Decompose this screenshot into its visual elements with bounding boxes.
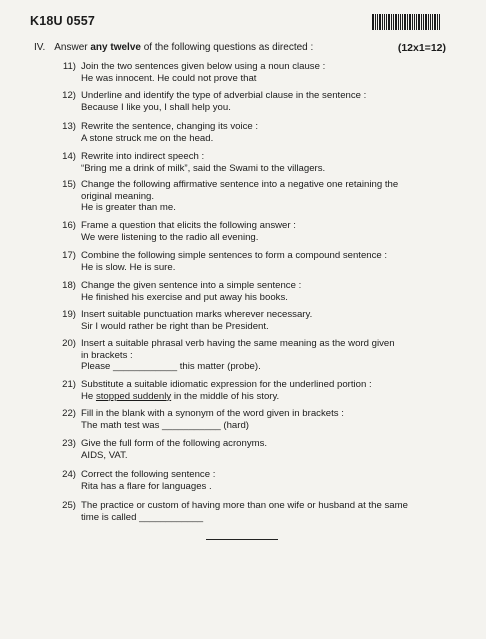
- question-17: [54, 250, 454, 273]
- end-rule: [206, 539, 278, 540]
- question-text: Insert suitable punctuation marks wherever necessary.: [81, 309, 313, 320]
- question-sentence: A stone struck me on the head.: [81, 132, 214, 144]
- barcode-bar: [432, 14, 433, 30]
- question-text: Join the two sentences given below using a noun clause :: [81, 61, 326, 72]
- question-number: 19): [62, 309, 76, 320]
- question-sentence: He is greater than me.: [81, 202, 176, 214]
- question-text: Rewrite the sentence, changing its voice :: [81, 121, 259, 132]
- question-number: 15): [62, 179, 76, 190]
- barcode-bar: [395, 14, 397, 30]
- question-sentence: Sir I would rather be right than be President.: [81, 320, 269, 332]
- barcode-bar: [414, 14, 415, 30]
- question-sentence: Please ____________ this matter (probe).: [81, 361, 261, 373]
- question-23: [54, 438, 454, 461]
- question-number: 23): [62, 438, 76, 449]
- question-text-cont: original meaning.: [81, 190, 155, 202]
- barcode-bar: [423, 14, 424, 30]
- question-sentence: Rita has a flare for languages .: [81, 480, 212, 492]
- question-text-cont: time is called ____________: [81, 511, 204, 523]
- question-20: [54, 338, 454, 373]
- barcode-bar: [434, 14, 436, 30]
- section-marks: (12x1=12): [397, 42, 446, 54]
- question-number: 22): [62, 408, 76, 419]
- question-sentence: AIDS, VAT.: [81, 449, 128, 461]
- barcode-bar: [439, 14, 440, 30]
- instruction-pre: Answer: [54, 42, 91, 53]
- question-text: Frame a question that elicits the following answer :: [81, 220, 296, 231]
- question-16: [54, 220, 454, 243]
- question-text: Change the following affirmative sentence into a negative one retaining the: [81, 179, 399, 190]
- question-19: [54, 309, 454, 332]
- instruction-bold: any twelve: [90, 42, 141, 53]
- barcode-bar: [421, 14, 422, 30]
- barcode-bar: [407, 14, 408, 30]
- barcode-bar: [402, 14, 403, 30]
- question-sentence: We were listening to the radio all evening.: [81, 231, 259, 243]
- question-sentence: Because I like you, I shall help you.: [81, 101, 231, 113]
- question-25: [54, 500, 454, 523]
- question-number: 11): [62, 61, 76, 72]
- question-paper-code: K18U 0557: [30, 14, 96, 28]
- barcode-bar: [372, 14, 374, 30]
- barcode-bar: [425, 14, 427, 30]
- question-text: Combine the following simple sentences to form a compound sentence :: [81, 250, 388, 261]
- sentence-pre: He: [81, 390, 96, 402]
- question-text: Give the full form of the following acronyms.: [81, 438, 268, 449]
- question-number: 24): [62, 469, 76, 480]
- question-text: The practice or custom of having more than one wife or husband at the same: [81, 500, 408, 511]
- sentence-post: in the middle of his story.: [171, 390, 280, 402]
- question-text: Fill in the blank with a synonym of the word given in brackets :: [81, 408, 344, 419]
- question-sentence: He finished his exercise and put away his books.: [81, 291, 288, 303]
- barcode-bar: [375, 14, 376, 30]
- question-18: [54, 280, 454, 303]
- question-number: 20): [62, 338, 76, 349]
- barcode-bar: [384, 14, 385, 30]
- question-13: [54, 121, 454, 144]
- barcode-bar: [409, 14, 411, 30]
- question-number: 14): [62, 151, 76, 162]
- instruction-post: of the following questions as directed :: [140, 42, 314, 53]
- question-15: [54, 179, 454, 214]
- question-number: 12): [62, 90, 76, 101]
- barcode-bar: [430, 14, 431, 30]
- underlined-portion: stopped suddenly: [95, 390, 172, 402]
- question-24: [54, 469, 454, 492]
- barcode-bar: [386, 14, 387, 30]
- barcode-bar: [418, 14, 420, 30]
- question-number: 18): [62, 280, 76, 291]
- barcode-bar: [412, 14, 413, 30]
- question-number: 13): [62, 121, 76, 132]
- barcode-bar: [404, 14, 406, 30]
- barcode-bar: [382, 14, 383, 30]
- question-text: Change the given sentence into a simple sentence :: [81, 280, 302, 291]
- barcode-bar: [398, 14, 399, 30]
- question-number: 25): [62, 500, 76, 511]
- question-14: [54, 151, 454, 174]
- barcode-bar: [416, 14, 417, 30]
- question-number: 17): [62, 250, 76, 261]
- barcode-bar: [393, 14, 394, 30]
- question-sentence: He was innocent. He could not prove that: [81, 72, 257, 84]
- question-text: Correct the following sentence :: [81, 469, 216, 480]
- question-22: [54, 408, 454, 431]
- barcode-bar: [388, 14, 390, 30]
- question-text: Substitute a suitable idiomatic expression for the underlined portion :: [81, 379, 372, 390]
- barcode-bar: [437, 14, 438, 30]
- barcode-bar: [428, 14, 429, 30]
- barcode-bar: [377, 14, 378, 30]
- question-number: 21): [62, 379, 76, 390]
- question-text-cont: in brackets :: [81, 349, 133, 361]
- question-text: Underline and identify the type of adverbial clause in the sentence :: [81, 90, 367, 101]
- question-sentence: [81, 391, 454, 403]
- question-12: [54, 90, 454, 113]
- question-sentence: The math test was ___________ (hard): [81, 419, 249, 431]
- section-number: IV.: [34, 42, 46, 53]
- question-sentence: He is slow. He is sure.: [81, 261, 176, 273]
- barcode-bar: [391, 14, 392, 30]
- barcode: [372, 14, 446, 30]
- section-heading: [34, 42, 446, 53]
- question-11: [54, 61, 454, 84]
- barcode-bar: [400, 14, 401, 30]
- question-text: Insert a suitable phrasal verb having the same meaning as the word given: [81, 338, 395, 349]
- question-sentence: “Bring me a drink of milk”, said the Swami to the villagers.: [81, 162, 326, 174]
- question-number: 16): [62, 220, 76, 231]
- question-21: [54, 379, 454, 402]
- question-text: Rewrite into indirect speech :: [81, 151, 205, 162]
- barcode-bar: [379, 14, 381, 30]
